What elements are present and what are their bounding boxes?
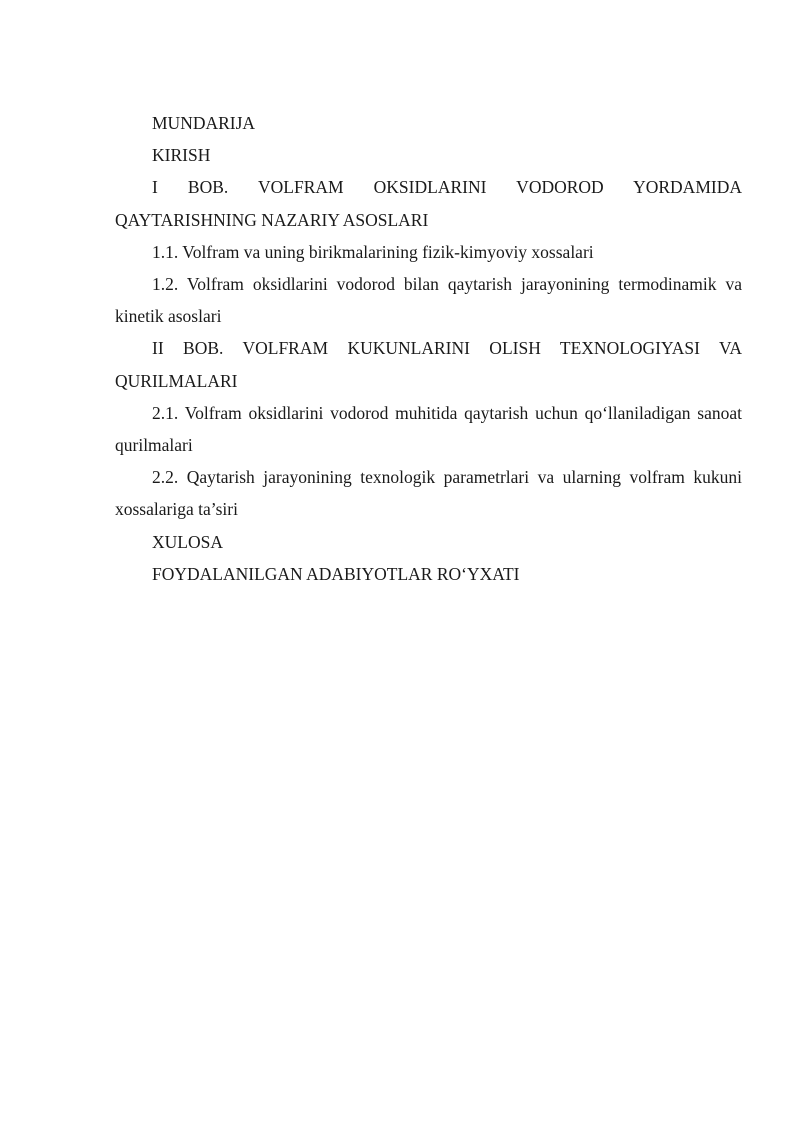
table-of-contents bbox=[115, 107, 742, 590]
toc-heading: MUNDARIJA bbox=[152, 113, 256, 133]
toc-item-conclusion: XULOSA bbox=[152, 531, 223, 552]
toc-item-section-2-2: 2.2. Qaytarish jarayonining texnologik parametrlari va ularning volfram kukuni xossalariga ta’siri bbox=[115, 467, 742, 520]
toc-item-section-1-1: 1.1. Volfram va uning birikmalarining fizik-kimyoviy xossalari bbox=[152, 241, 594, 262]
toc-item-chapter-1: I BOB. VOLFRAM OKSIDLARINI VODOROD YORDAMIDA QAYTARISHNING NAZARIY ASOSLARI bbox=[115, 177, 742, 230]
toc-item-section-1-2: 1.2. Volfram oksidlarini vodorod bilan qaytarish jarayonining termodinamik va kinetik asoslari bbox=[115, 274, 742, 327]
toc-item-references: FOYDALANILGAN ADABIYOTLAR RO‘YXATI bbox=[152, 563, 520, 584]
toc-item-chapter-2: II BOB. VOLFRAM KUKUNLARINI OLISH TEXNOLOGIYASI VA QURILMALARI bbox=[115, 338, 742, 391]
toc-item-section-2-1: 2.1. Volfram oksidlarini vodorod muhitida qaytarish uchun qo‘llaniladigan sanoat qurilmalari bbox=[115, 402, 742, 456]
toc-item-introduction: KIRISH bbox=[152, 145, 211, 166]
